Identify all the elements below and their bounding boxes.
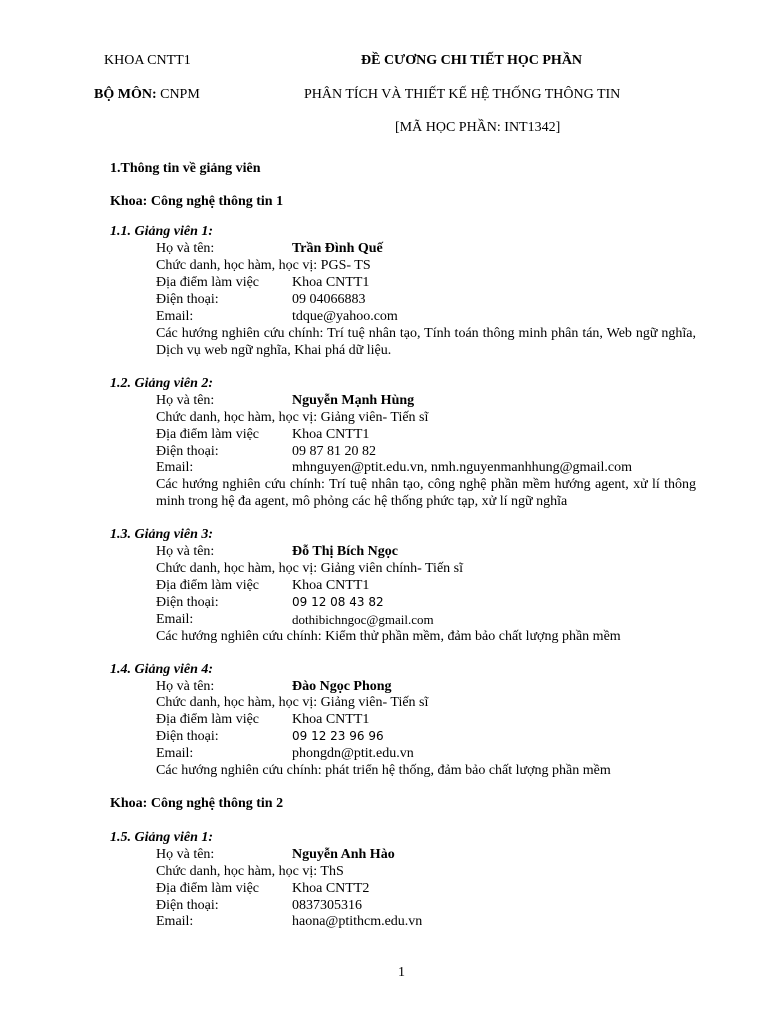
faculty-heading-2: Khoa: Công nghệ thông tin 2 <box>110 796 284 811</box>
place-label: Địa điểm làm việc <box>156 881 260 896</box>
document-title: ĐỀ CƯƠNG CHI TIẾT HỌC PHẦN <box>361 53 583 68</box>
email-label: Email: <box>156 746 194 761</box>
research-label: Các hướng nghiên cứu chính: <box>156 763 326 778</box>
lecturer-title: ThS <box>320 864 344 879</box>
place-label: Địa điểm làm việc <box>156 712 260 727</box>
lecturer-email: mhnguyen@ptit.edu.vn, nmh.nguyenmanhhung@gmail.com <box>292 460 632 475</box>
title-line <box>156 560 463 577</box>
title-line <box>156 863 344 880</box>
research-paragraph <box>156 325 696 359</box>
email-label: Email: <box>156 914 194 929</box>
phone-label: Điện thoại: <box>156 729 219 744</box>
department-value: CNPM <box>156 87 200 102</box>
title-label: Chức danh, học hàm, học vị: <box>156 561 321 576</box>
section-title: 1.Thông tin về giảng viên <box>110 161 261 176</box>
lecturer-heading: 1.5. Giảng viên 1: <box>110 830 214 845</box>
name-label: Họ và tên: <box>156 241 215 256</box>
phone-label: Điện thoại: <box>156 898 219 913</box>
lecturer-email: dothibichngoc@gmail.com <box>292 612 434 627</box>
phone-label: Điện thoại: <box>156 444 219 459</box>
lecturer-heading: 1.4. Giảng viên 4: <box>110 662 214 677</box>
lecturer-title: Giảng viên- Tiến sĩ <box>320 695 429 710</box>
page-number: 1 <box>398 965 405 980</box>
title-line <box>156 409 428 426</box>
lecturer-name: Trần Đình Quế <box>292 241 383 256</box>
lecturer-phone: 0837305316 <box>292 898 362 913</box>
phone-label: Điện thoại: <box>156 595 219 610</box>
lecturer-phone: 09 87 81 20 82 <box>292 444 376 459</box>
email-label: Email: <box>156 460 194 475</box>
lecturer-place: Khoa CNTT2 <box>292 881 370 896</box>
lecturer-research: Kiểm thử phần mềm, đảm bảo chất lượng phần mềm <box>325 629 621 644</box>
lecturer-research: Trí tuệ nhân tạo, công nghệ phần mềm hướng agent, xử lí thông minh trong hệ đa agent, mô phỏng các hệ thống phức tạp, xử lí ngữ nghĩa <box>156 477 696 509</box>
lecturer-email: tdque@yahoo.com <box>292 309 398 324</box>
lecturer-name: Đào Ngọc Phong <box>292 679 392 694</box>
course-code: [MÃ HỌC PHẦN: INT1342] <box>395 120 561 135</box>
place-label: Địa điểm làm việc <box>156 427 260 442</box>
faculty-heading-1: Khoa: Công nghệ thông tin 1 <box>110 194 284 209</box>
lecturer-research: Trí tuệ nhân tạo, Tính toán thông minh phân tán, Web ngữ nghĩa, Dịch vụ web ngữ nghĩa, Khai phá dữ liệu. <box>156 326 696 358</box>
department-line <box>94 86 200 103</box>
research-paragraph <box>156 476 696 510</box>
place-label: Địa điểm làm việc <box>156 578 260 593</box>
research-paragraph <box>156 628 621 645</box>
department-label: BỘ MÔN: <box>94 87 157 102</box>
name-label: Họ và tên: <box>156 393 215 408</box>
lecturer-phone: 09 12 23 96 96 <box>292 729 384 743</box>
email-label: Email: <box>156 612 194 627</box>
faculty-header: KHOA CNTT1 <box>104 53 191 68</box>
lecturer-place: Khoa CNTT1 <box>292 275 370 290</box>
name-label: Họ và tên: <box>156 679 215 694</box>
lecturer-title: Giảng viên- Tiến sĩ <box>320 410 429 425</box>
phone-label: Điện thoại: <box>156 292 219 307</box>
lecturer-email: haona@ptithcm.edu.vn <box>292 914 423 929</box>
lecturer-place: Khoa CNTT1 <box>292 712 370 727</box>
lecturer-place: Khoa CNTT1 <box>292 427 370 442</box>
email-label: Email: <box>156 309 194 324</box>
lecturer-name: Nguyễn Mạnh Hùng <box>292 393 415 408</box>
name-label: Họ và tên: <box>156 544 215 559</box>
research-label: Các hướng nghiên cứu chính: <box>156 326 328 341</box>
lecturer-place: Khoa CNTT1 <box>292 578 370 593</box>
research-label: Các hướng nghiên cứu chính: <box>156 629 326 644</box>
lecturer-name: Đỗ Thị Bích Ngọc <box>292 544 398 559</box>
title-label: Chức danh, học hàm, học vị: <box>156 410 321 425</box>
title-label: Chức danh, học hàm, học vị: <box>156 695 321 710</box>
lecturer-name: Nguyễn Anh Hào <box>292 847 395 862</box>
title-line <box>156 694 428 711</box>
course-name: PHÂN TÍCH VÀ THIẾT KẾ HỆ THỐNG THÔNG TIN <box>304 87 621 102</box>
lecturer-email: phongdn@ptit.edu.vn <box>292 746 414 761</box>
lecturer-phone: 09 04066883 <box>292 292 366 307</box>
lecturer-phone: 09 12 08 43 82 <box>292 595 384 609</box>
lecturer-heading: 1.2. Giảng viên 2: <box>110 376 214 391</box>
research-label: Các hướng nghiên cứu chính: <box>156 477 329 492</box>
lecturer-research: phát triển hệ thống, đảm bảo chất lượng phần mềm <box>325 763 611 778</box>
title-label: Chức danh, học hàm, học vị: <box>156 864 321 879</box>
lecturer-heading: 1.3. Giảng viên 3: <box>110 527 214 542</box>
lecturer-title: Giảng viên chính- Tiến sĩ <box>320 561 464 576</box>
lecturer-heading: 1.1. Giảng viên 1: <box>110 224 214 239</box>
research-paragraph <box>156 762 611 779</box>
title-label: Chức danh, học hàm, học vị: <box>156 258 321 273</box>
name-label: Họ và tên: <box>156 847 215 862</box>
place-label: Địa điểm làm việc <box>156 275 260 290</box>
title-line <box>156 257 371 274</box>
lecturer-title: PGS- TS <box>320 258 371 273</box>
